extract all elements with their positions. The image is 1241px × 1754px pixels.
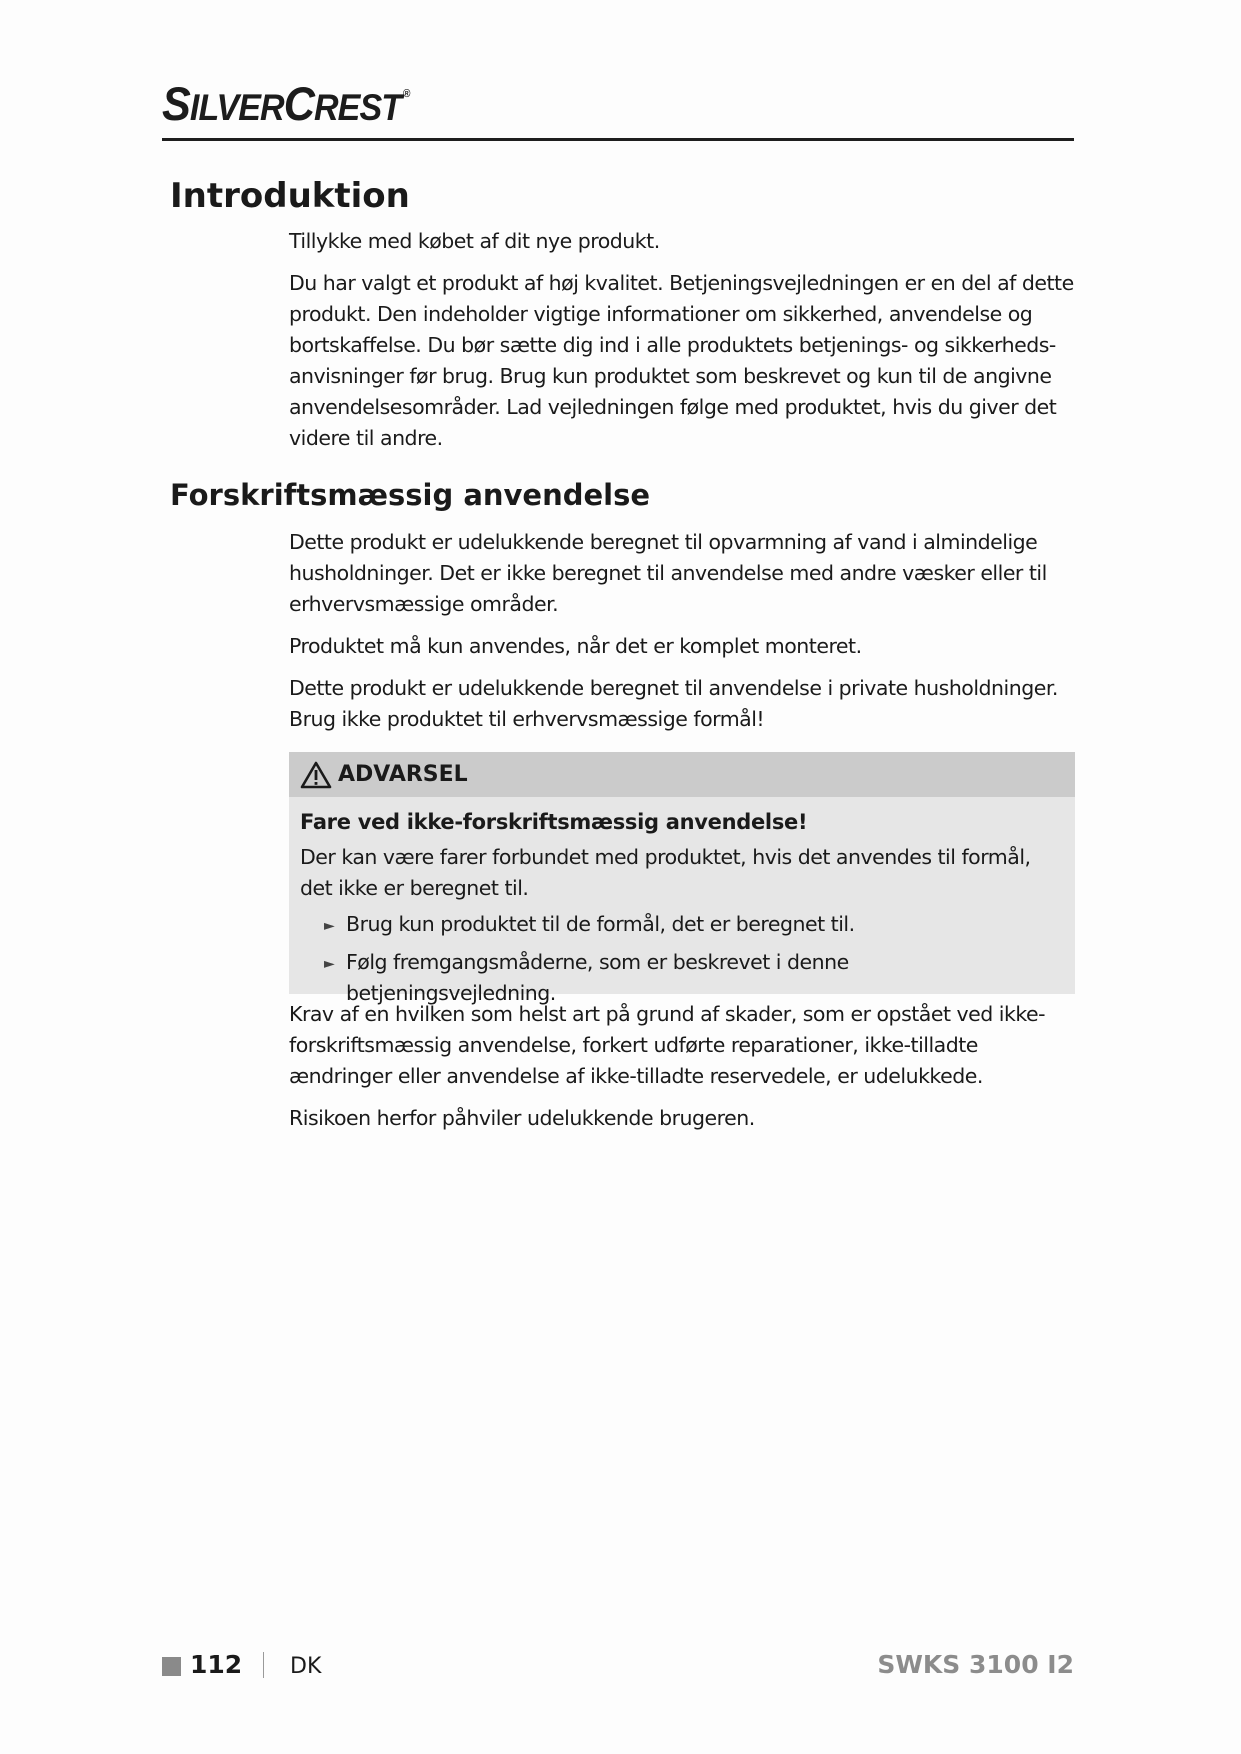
page-footer bbox=[162, 1648, 1074, 1688]
intro-text bbox=[289, 226, 1079, 454]
usage-text bbox=[289, 527, 1079, 735]
warning-title: Fare ved ikke-forskriftsmæssig anvendelse! bbox=[300, 810, 808, 834]
warning-box bbox=[289, 752, 1075, 1005]
intro-paragraph: Du har valgt et produkt af høj kvalitet. Betjeningsvejledningen er en del af dette produkt. Den indeholder vigtige informationer om sikkerhed, anvendelse og bortskaffelse. Du bør sætte dig ind i alle produktets betjenings- og sikkerheds-anvisninger før brug. Brug kun produktet som beskrevet og kun til de angivne anvendelsesområder. Lad vejledningen følge med produktet, hvis du giver det videre til andre. bbox=[289, 271, 1074, 450]
arrow-icon: ► bbox=[324, 918, 335, 934]
brand-logo: SILVERCREST ® bbox=[162, 77, 410, 130]
warning-label: ADVARSEL bbox=[338, 762, 468, 787]
usage-paragraph: Dette produkt er udelukkende beregnet til opvarmning af vand i almindelige husholdninger. Det er ikke beregnet til anvendelse med andre væsker eller til erhvervsmæssige områder. bbox=[289, 530, 1047, 616]
usage-paragraph: Dette produkt er udelukkende beregnet til anvendelse i private husholdninger. Brug ikke produktet til erhvervsmæssige formål! bbox=[289, 676, 1058, 731]
language-code: DK bbox=[290, 1654, 322, 1679]
list-item: ► Følg fremgangsmåderne, som er beskrevet i denne betjeningsvejledning. bbox=[324, 947, 1064, 1009]
liability-paragraph: Krav af en hvilken som helst art på grund af skader, som er opstået ved ikke-forskriftsmæssig anvendelse, forkert udførte reparationer, ikke-tilladte ændringer eller anvendelse af ikke-tilladte reservedele, er udelukkede. bbox=[289, 1002, 1046, 1088]
warning-icon bbox=[300, 761, 332, 789]
model-number: SWKS 3100 I2 bbox=[877, 1650, 1074, 1679]
liability-paragraph: Risikoen herfor påhviler udelukkende brugeren. bbox=[289, 1106, 755, 1130]
intro-paragraph: Tillykke med købet af dit nye produkt. bbox=[289, 229, 660, 253]
arrow-icon: ► bbox=[324, 956, 335, 972]
intro-heading: Introduktion bbox=[170, 176, 410, 216]
warning-text: Der kan være farer forbundet med produktet, hvis det anvendes til formål, det ikke er beregnet til. bbox=[300, 845, 1031, 900]
usage-paragraph: Produktet må kun anvendes, når det er komplet monteret. bbox=[289, 634, 862, 658]
warning-list bbox=[300, 909, 1064, 1009]
header-rule bbox=[162, 138, 1074, 141]
page-marker-icon bbox=[162, 1657, 181, 1676]
warning-header bbox=[289, 752, 1075, 797]
list-item: ► Brug kun produktet til de formål, det er beregnet til. bbox=[324, 909, 1064, 942]
usage-heading: Forskriftsmæssig anvendelse bbox=[170, 478, 651, 512]
page-number: 112 bbox=[190, 1650, 243, 1679]
liability-text bbox=[289, 999, 1079, 1134]
footer-divider bbox=[263, 1652, 264, 1678]
